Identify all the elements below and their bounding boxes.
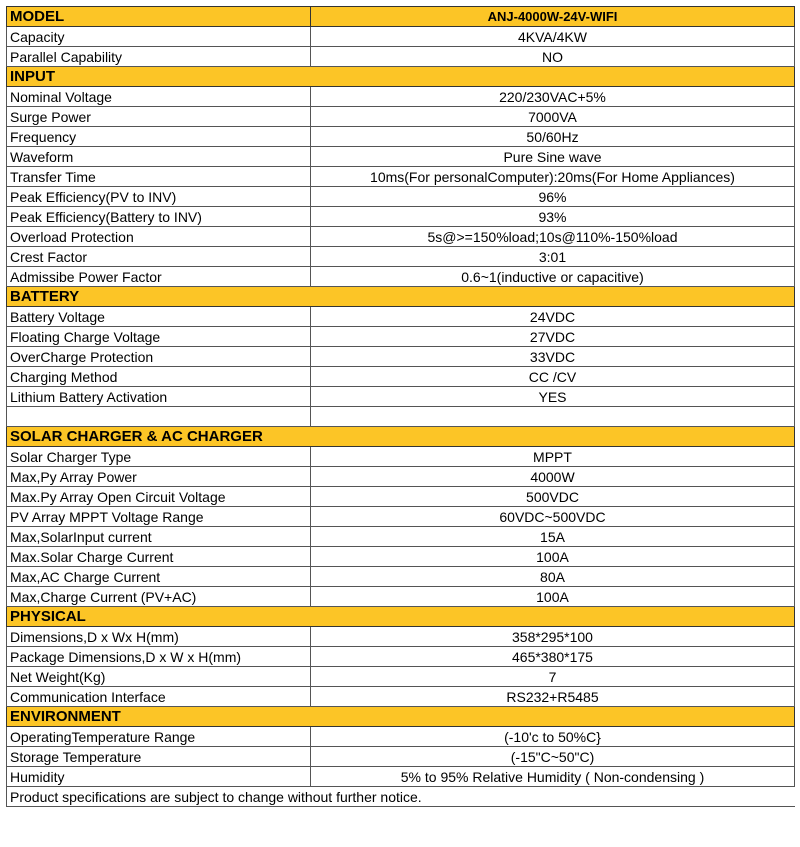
spec-label: Transfer Time — [7, 167, 311, 187]
spec-value: 0.6~1(inductive or capacitive) — [311, 267, 795, 287]
model-value: ANJ-4000W-24V-WIFI — [311, 7, 795, 27]
spec-value: 93% — [311, 207, 795, 227]
spec-label: Overload Protection — [7, 227, 311, 247]
section-header-row — [7, 707, 795, 727]
spec-row — [7, 187, 795, 207]
spec-label: OverCharge Protection — [7, 347, 311, 367]
spec-table — [6, 6, 795, 807]
spec-row — [7, 487, 795, 507]
spec-row — [7, 47, 795, 67]
spec-label: Peak Efficiency(Battery to INV) — [7, 207, 311, 227]
spec-row — [7, 347, 795, 367]
spec-row — [7, 167, 795, 187]
spec-value: 220/230VAC+5% — [311, 87, 795, 107]
spec-value: NO — [311, 47, 795, 67]
spec-value: 5s@>=150%load;10s@110%-150%load — [311, 227, 795, 247]
spec-label: Surge Power — [7, 107, 311, 127]
spec-value: 500VDC — [311, 487, 795, 507]
spec-label: Max.Solar Charge Current — [7, 547, 311, 567]
spec-label: PV Array MPPT Voltage Range — [7, 507, 311, 527]
spec-value: 27VDC — [311, 327, 795, 347]
spec-label: Frequency — [7, 127, 311, 147]
spec-row — [7, 207, 795, 227]
spec-value: 60VDC~500VDC — [311, 507, 795, 527]
spec-value: 96% — [311, 187, 795, 207]
spec-label: Nominal Voltage — [7, 87, 311, 107]
spec-value: 3:01 — [311, 247, 795, 267]
spec-label: Max,Charge Current (PV+AC) — [7, 587, 311, 607]
spec-table-body — [7, 7, 795, 807]
section-title: BATTERY — [7, 287, 795, 307]
section-title: INPUT — [7, 67, 795, 87]
spec-value: 7000VA — [311, 107, 795, 127]
spec-value: (-15"C~50"C) — [311, 747, 795, 767]
spec-row — [7, 267, 795, 287]
spec-value: 465*380*175 — [311, 647, 795, 667]
spec-label: Charging Method — [7, 367, 311, 387]
spec-row — [7, 27, 795, 47]
section-title: SOLAR CHARGER & AC CHARGER — [7, 427, 795, 447]
spec-label: Crest Factor — [7, 247, 311, 267]
spec-row — [7, 567, 795, 587]
spec-value: 80A — [311, 567, 795, 587]
spec-row — [7, 127, 795, 147]
spec-value: 4KVA/4KW — [311, 27, 795, 47]
spec-label: Floating Charge Voltage — [7, 327, 311, 347]
spec-label: Max,Py Array Power — [7, 467, 311, 487]
spec-value: 24VDC — [311, 307, 795, 327]
spec-row — [7, 627, 795, 647]
model-header-row — [7, 7, 795, 27]
section-title: ENVIRONMENT — [7, 707, 795, 727]
spec-row — [7, 547, 795, 567]
spec-value: RS232+R5485 — [311, 687, 795, 707]
spec-label: Max,AC Charge Current — [7, 567, 311, 587]
spec-row — [7, 647, 795, 667]
spec-row — [7, 307, 795, 327]
spec-value: 50/60Hz — [311, 127, 795, 147]
spec-value: 4000W — [311, 467, 795, 487]
spec-row — [7, 467, 795, 487]
spec-row — [7, 387, 795, 407]
spec-label: OperatingTemperature Range — [7, 727, 311, 747]
spec-row — [7, 247, 795, 267]
spec-value: MPPT — [311, 447, 795, 467]
spec-label: Battery Voltage — [7, 307, 311, 327]
spec-row — [7, 527, 795, 547]
section-title: PHYSICAL — [7, 607, 795, 627]
section-header-row — [7, 287, 795, 307]
spec-row — [7, 767, 795, 787]
spec-label: Package Dimensions,D x W x H(mm) — [7, 647, 311, 667]
spec-label: Peak Efficiency(PV to INV) — [7, 187, 311, 207]
spec-label — [7, 407, 311, 427]
spec-label: Dimensions,D x Wx H(mm) — [7, 627, 311, 647]
spec-label: Max.Py Array Open Circuit Voltage — [7, 487, 311, 507]
spec-row — [7, 507, 795, 527]
spec-row — [7, 147, 795, 167]
spec-value: 7 — [311, 667, 795, 687]
spec-label: Lithium Battery Activation — [7, 387, 311, 407]
spec-value: CC /CV — [311, 367, 795, 387]
spec-label: Admissibe Power Factor — [7, 267, 311, 287]
spec-label: Max,SolarInput current — [7, 527, 311, 547]
spec-value: 33VDC — [311, 347, 795, 367]
spec-row — [7, 667, 795, 687]
spec-row — [7, 227, 795, 247]
spec-value: 358*295*100 — [311, 627, 795, 647]
spec-row — [7, 107, 795, 127]
spec-value: Pure Sine wave — [311, 147, 795, 167]
spec-value: 100A — [311, 547, 795, 567]
spec-value — [311, 407, 795, 427]
spec-value: (-10'c to 50%C} — [311, 727, 795, 747]
spec-row — [7, 327, 795, 347]
spec-label: Communication Interface — [7, 687, 311, 707]
spec-row — [7, 87, 795, 107]
spec-row — [7, 727, 795, 747]
spec-label: Storage Temperature — [7, 747, 311, 767]
spec-value: 15A — [311, 527, 795, 547]
spec-label: Solar Charger Type — [7, 447, 311, 467]
spec-label: Humidity — [7, 767, 311, 787]
section-header-row — [7, 607, 795, 627]
spec-value: 5% to 95% Relative Humidity ( Non-condensing ) — [311, 767, 795, 787]
spec-value: 10ms(For personalComputer):20ms(For Home Appliances) — [311, 167, 795, 187]
spec-row — [7, 687, 795, 707]
spec-label: Parallel Capability — [7, 47, 311, 67]
spec-label: Waveform — [7, 147, 311, 167]
spec-row — [7, 447, 795, 467]
spec-label: Net Weight(Kg) — [7, 667, 311, 687]
section-header-row — [7, 67, 795, 87]
spec-value: YES — [311, 387, 795, 407]
spec-row — [7, 747, 795, 767]
spec-row — [7, 587, 795, 607]
spec-label: Capacity — [7, 27, 311, 47]
section-header-row — [7, 427, 795, 447]
spec-value: 100A — [311, 587, 795, 607]
footnote-text: Product specifications are subject to change without further notice. — [7, 787, 795, 807]
model-label: MODEL — [7, 7, 311, 27]
spec-row — [7, 367, 795, 387]
footnote-row — [7, 787, 795, 807]
blank-row — [7, 407, 795, 427]
